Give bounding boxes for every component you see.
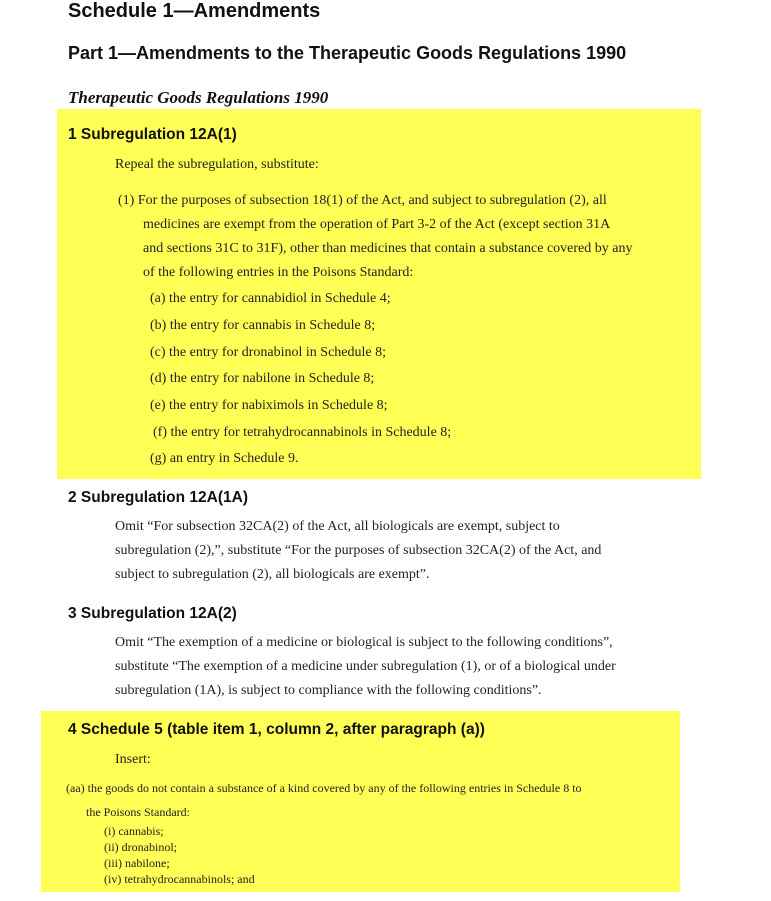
paragraph-a: (a) the entry for cannabidiol in Schedule 4; — [150, 291, 391, 306]
paragraph-c: (c) the entry for dronabinol in Schedule 8; — [150, 345, 386, 360]
paragraph-b: (b) the entry for cannabis in Schedule 8; — [150, 318, 376, 333]
item-4-instruction: Insert: — [115, 752, 151, 767]
paragraph-d: (d) the entry for nabilone in Schedule 8; — [150, 371, 375, 386]
subsection-line: medicines are exempt from the operation of Part 3-2 of the Act (except section 31A — [143, 217, 611, 232]
item-2-line: Omit “For subsection 32CA(2) of the Act, all biologicals are exempt, subject to — [115, 519, 560, 534]
subparagraph-ii: (ii) dronabinol; — [104, 840, 177, 854]
paragraph-f: (f) the entry for tetrahydrocannabinols in Schedule 8; — [153, 425, 452, 440]
item-2-heading: 2 Subregulation 12A(1A) — [68, 489, 248, 506]
paragraph-g: (g) an entry in Schedule 9. — [150, 451, 299, 466]
item-3-line: Omit “The exemption of a medicine or biological is subject to the following conditions”, — [115, 635, 613, 650]
subsection-line: and sections 31C to 31F), other than medicines that contain a substance covered by any — [143, 241, 633, 256]
item-1-heading: 1 Subregulation 12A(1) — [68, 126, 237, 143]
subparagraph-iii: (iii) nabilone; — [104, 856, 170, 870]
subsection-line: (1) For the purposes of subsection 18(1) of the Act, and subject to subregulation (2), all — [118, 193, 607, 208]
item-3-line: subregulation (1A), is subject to compliance with the following conditions”. — [115, 683, 542, 698]
item-1-instruction: Repeal the subregulation, substitute: — [115, 157, 319, 172]
item-4-heading: 4 Schedule 5 (table item 1, column 2, after paragraph (a)) — [68, 721, 485, 738]
item-2-line: subject to subregulation (2), all biologicals are exempt”. — [115, 567, 430, 582]
item-3-heading: 3 Subregulation 12A(2) — [68, 605, 237, 622]
act-title: Therapeutic Goods Regulations 1990 — [68, 88, 329, 107]
item-2-line: subregulation (2),”, substitute “For the purposes of subsection 32CA(2) of the Act, and — [115, 543, 602, 558]
item-3-line: substitute “The exemption of a medicine under subregulation (1), or of a biological under — [115, 659, 616, 674]
item-4-paragraph-line: the Poisons Standard: — [86, 805, 190, 819]
schedule-title: Schedule 1—Amendments — [68, 0, 321, 22]
item-4-paragraph-line: (aa) the goods do not contain a substance of a kind covered by any of the following entries in Schedule 8 to — [66, 781, 582, 795]
subparagraph-i: (i) cannabis; — [104, 824, 164, 838]
part-title: Part 1—Amendments to the Therapeutic Goods Regulations 1990 — [68, 43, 627, 63]
subsection-line: of the following entries in the Poisons Standard: — [143, 265, 414, 280]
paragraph-e: (e) the entry for nabiximols in Schedule 8; — [150, 398, 388, 413]
subparagraph-iv: (iv) tetrahydrocannabinols; and — [104, 872, 255, 886]
